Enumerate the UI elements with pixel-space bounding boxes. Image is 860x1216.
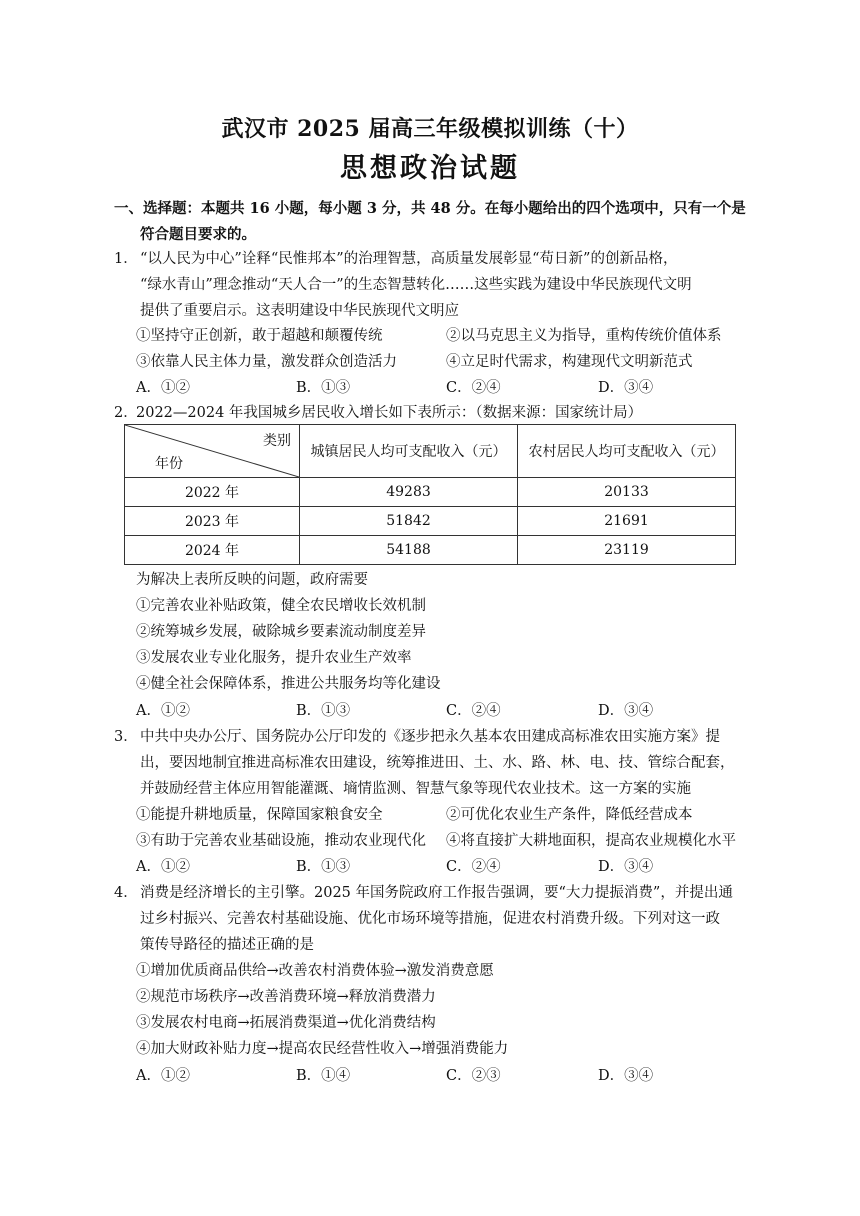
q4-stem-line-1: 消费是经济增长的主引擎。2025 年国务院政府工作报告强调，要“大力提振消费”，并提出通	[140, 885, 733, 901]
q3-option-1: ①能提升耕地质量，保障国家粮食安全	[136, 807, 383, 823]
table-cell-year: 2023 年	[125, 507, 300, 536]
q3-option-4: ④将直接扩大耕地面积，提高农业规模化水平	[446, 833, 736, 849]
table-cell-urban: 51842	[300, 507, 518, 536]
q3-choice-b: B．①③	[296, 859, 351, 875]
section-header	[114, 196, 754, 248]
q2-option-4: ④健全社会保障体系，推进公共服务均等化建设	[136, 676, 441, 692]
q4-option-2: ②规范市场秩序→改善消费环境→释放消费潜力	[136, 989, 436, 1005]
q4-choice-d: D．③④	[598, 1068, 654, 1084]
table-row	[125, 478, 736, 507]
q2-prompt: 为解决上表所反映的问题，政府需要	[136, 572, 368, 588]
table-row	[125, 536, 736, 565]
page-subtitle: 思想政治试题	[340, 153, 520, 184]
corner-label-category: 类别	[263, 433, 291, 449]
table-cell-urban: 54188	[300, 536, 518, 565]
q2-choice-d: D．③④	[598, 703, 654, 719]
q3-choice-d: D．③④	[598, 859, 654, 875]
q4-choice-b: B．①④	[296, 1068, 351, 1084]
q1-option-2: ②以马克思主义为指导，重构传统价值体系	[446, 328, 722, 344]
q2-number: 2．	[114, 405, 138, 421]
q4-number: 4．	[114, 885, 138, 901]
table-cell-rural: 21691	[518, 507, 736, 536]
q1-choice-d: D．③④	[598, 380, 654, 396]
income-table	[124, 424, 736, 565]
corner-label-year: 年份	[155, 456, 183, 472]
table-header-row	[125, 425, 736, 478]
q4-option-3: ③发展农村电商→拓展消费渠道→优化消费结构	[136, 1015, 436, 1031]
table-cell-rural: 23119	[518, 536, 736, 565]
q1-option-4: ④立足时代需求，构建现代文明新范式	[446, 354, 693, 370]
table-cell-urban: 49283	[300, 478, 518, 507]
q1-stem-line-3: 提供了重要启示。这表明建设中华民族现代文明应	[140, 303, 459, 319]
q1-stem-line-1: “以人民为中心”诠释“民惟邦本”的治理智慧，高质量发展彰显“苟日新”的创新品格，	[140, 251, 678, 267]
q4-option-4: ④加大财政补贴力度→提高农民经营性收入→增强消费能力	[136, 1041, 509, 1057]
q3-stem-line-2: 出，要因地制宜推进高标准农田建设，统筹推进田、土、水、路、林、电、技、管综合配套，	[140, 755, 735, 771]
q3-option-2: ②可优化农业生产条件，降低经营成本	[446, 807, 693, 823]
q2-stem: 2022—2024 年我国城乡居民收入增长如下表所示：（数据来源：国家统计局）	[136, 405, 643, 421]
q4-option-1: ①增加优质商品供给→改善农村消费体验→激发消费意愿	[136, 963, 494, 979]
q4-stem-line-2: 过乡村振兴、完善农村基础设施、优化市场环境等措施，促进农村消费升级。下列对这一政	[140, 911, 720, 927]
page-title: 武汉市 2025 届高三年级模拟训练（十）	[221, 116, 639, 142]
table-header-urban: 城镇居民人均可支配收入（元）	[300, 425, 518, 478]
section-line-1: 一、选择题：本题共 16 小题，每小题 3 分，共 48 分。在每小题给出的四个选项中，只有一个是	[114, 200, 746, 217]
table-cell-rural: 20133	[518, 478, 736, 507]
table-corner-cell	[125, 425, 300, 478]
q3-option-3: ③有助于完善农业基础设施，推动农业现代化	[136, 833, 426, 849]
q1-choice-a: A．①②	[136, 380, 190, 396]
q1-choice-c: C．②④	[446, 380, 501, 396]
table-cell-year: 2022 年	[125, 478, 300, 507]
table-header-rural: 农村居民人均可支配收入（元）	[518, 425, 736, 478]
q3-stem-line-1: 中共中央办公厅、国务院办公厅印发的《逐步把永久基本农田建成高标准农田实施方案》提	[140, 729, 720, 745]
q2-choice-c: C．②④	[446, 703, 501, 719]
q2-choice-b: B．①③	[296, 703, 351, 719]
table-cell-year: 2024 年	[125, 536, 300, 565]
q4-stem-line-3: 策传导路径的描述正确的是	[140, 937, 314, 953]
q3-number: 3．	[114, 729, 138, 745]
q3-choice-a: A．①②	[136, 859, 190, 875]
q2-option-1: ①完善农业补贴政策，健全农民增收长效机制	[136, 598, 426, 614]
q3-choice-c: C．②④	[446, 859, 501, 875]
q1-option-1: ①坚持守正创新，敢于超越和颠覆传统	[136, 328, 383, 344]
q2-option-3: ③发展农业专业化服务，提升农业生产效率	[136, 650, 412, 666]
q1-option-3: ③依靠人民主体力量，激发群众创造活力	[136, 354, 397, 370]
table-row	[125, 507, 736, 536]
q1-number: 1．	[114, 251, 138, 267]
q1-choice-b: B．①③	[296, 380, 351, 396]
q4-choice-c: C．②③	[446, 1068, 501, 1084]
q2-option-2: ②统筹城乡发展，破除城乡要素流动制度差异	[136, 624, 426, 640]
section-line-2: 符合题目要求的。	[140, 226, 256, 243]
q3-stem-line-3: 并鼓励经营主体应用智能灌溉、墒情监测、智慧气象等现代农业技术。这一方案的实施	[140, 781, 691, 797]
q2-choice-a: A．①②	[136, 703, 190, 719]
q4-choice-a: A．①②	[136, 1068, 190, 1084]
q1-stem-line-2: “绿水青山”理念推动“天人合一”的生态智慧转化……这些实践为建设中华民族现代文明	[140, 277, 692, 293]
